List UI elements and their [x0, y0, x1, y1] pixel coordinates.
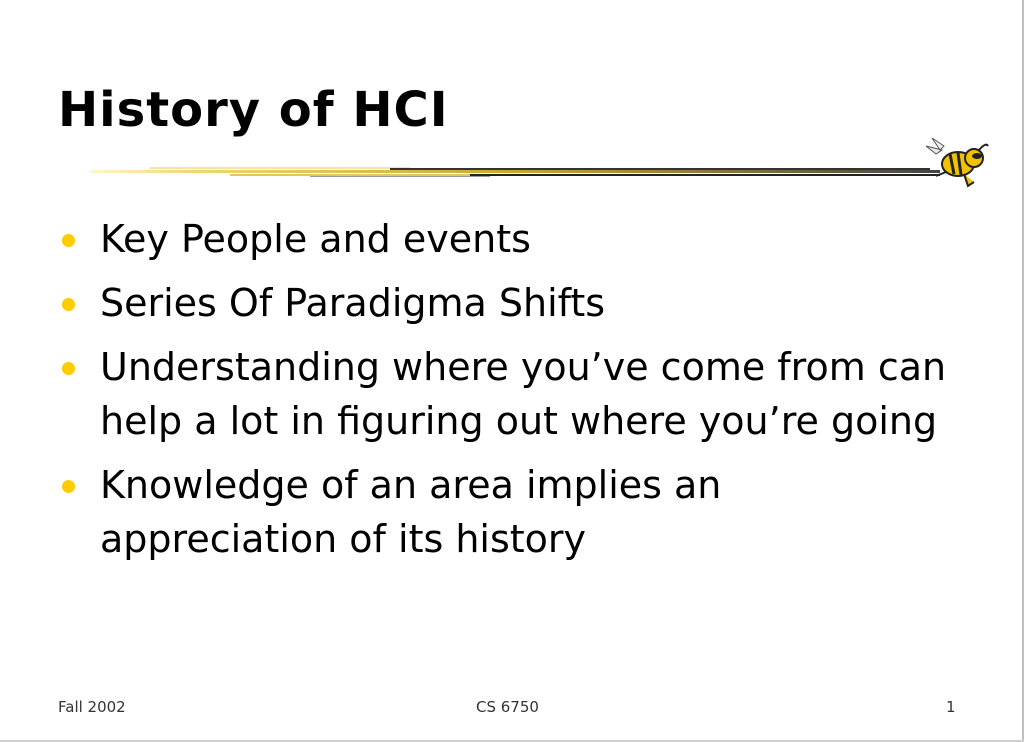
bullet-dot-icon [62, 362, 75, 375]
bullet-dot-icon [62, 480, 75, 493]
bullet-item [58, 276, 968, 330]
bullet-dot-icon [62, 298, 75, 311]
footer-course: CS 6750 [476, 698, 539, 716]
bullet-dot-icon [62, 234, 75, 247]
title-divider-rule [90, 164, 940, 180]
slide-title: History of HCI [58, 82, 449, 138]
footer-page-number: 1 [946, 698, 956, 716]
bullet-text: Series Of Paradigma Shifts [100, 281, 606, 325]
bullet-text: Knowledge of an area implies an appreciation of its history [100, 463, 722, 561]
yellow-jacket-bee-icon [924, 138, 990, 190]
bullet-list [58, 212, 968, 576]
bullet-text: Key People and events [100, 217, 531, 261]
bullet-text: Understanding where you’ve come from can help a lot in figuring out where you’re going [100, 345, 947, 443]
bullet-item [58, 458, 968, 566]
bullet-item [58, 340, 968, 448]
footer-date: Fall 2002 [58, 698, 126, 716]
bullet-item [58, 212, 968, 266]
